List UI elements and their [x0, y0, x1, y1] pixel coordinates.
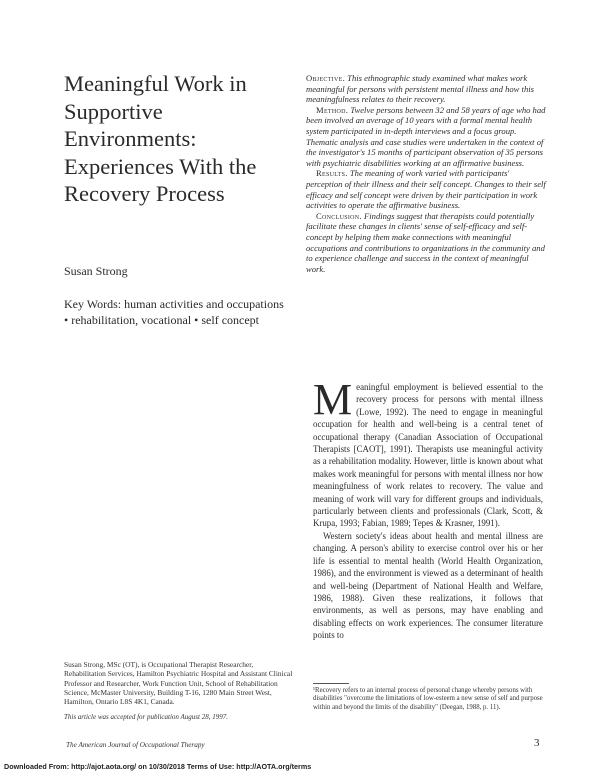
- title-line: Environments:: [64, 126, 197, 151]
- author-name: Susan Strong: [64, 264, 128, 278]
- abstract-label: Conclusion.: [316, 210, 362, 221]
- abstract-method: Method. Twelve persons between 32 and 58 years of age who had been involved an average of 10 years with a formal mental health system participated in in-depth interviews and a focus group. Thematic analysis and case studies were undertaken in the context of the investigator's 15 months of participant observation of 35 persons with psychiatric disabilities working at an affirmative business.: [306, 104, 546, 168]
- article-title: [64, 70, 294, 208]
- keywords-line: Key Words: human activities and occupations: [64, 297, 284, 311]
- body-paragraph: Western society's ideas about health and mental illness are changing. A person's ability to exercise control over his or her life is essential to mental health (World Health Organization, 1986), and the environment is viewed as a determinant of health and well-being (Department of National Health and Welfare, 1986, 1988). Given these realizations, it follows that environments, as well as persons, may have enabling and disabling effects on work experiences. The consumer literature points to: [313, 530, 543, 641]
- footnote-divider: [313, 683, 349, 684]
- title-line: Meaningful Work in: [64, 71, 247, 96]
- title-line: Supportive: [64, 98, 163, 124]
- acceptance-note: This article was accepted for publication August 28, 1997.: [64, 713, 228, 721]
- keywords: [64, 296, 314, 328]
- abstract-label: Results.: [316, 168, 348, 179]
- keywords-line: • rehabilitation, vocational • self concept: [64, 313, 259, 327]
- drop-cap: M: [313, 375, 353, 424]
- abstract-conclusion: Conclusion. Findings suggest that therapists could potentially facilitate these changes in clients' sense of self-efficacy and self-concept by helping them make connections with meaningful occupations and contributions to organizations in the community and to experience challenge and success in the context of meaningful work.: [306, 210, 545, 274]
- abstract-results: Results. The meaning of work varied with participants' perception of their illness and their self concept. Changes to their self efficacy and self concept were driven by their participation in work activities to operate the affirmative business.: [306, 168, 546, 211]
- abstract-objective: Objective. This ethnographic study examined what makes work meaningful for persons with persistent mental illness and how this meaningfulness relates to their recovery.: [306, 73, 534, 105]
- title-line: Experiences With the: [64, 153, 257, 179]
- abstract-label: Method.: [316, 104, 349, 115]
- abstract-label: Objective.: [306, 73, 346, 83]
- body-text: [313, 375, 543, 642]
- abstract: [306, 73, 546, 274]
- title-line: Recovery Process: [64, 181, 225, 206]
- journal-name: The American Journal of Occupational Therapy: [66, 741, 205, 749]
- footnote: ¹Recovery refers to an internal process of personal change whereby persons with disabilities "overcome the limitations of low-esteem a new sense of self and purpose within and beyond the limits of the disability" (Deegan, 1988, p. 11).: [313, 687, 543, 711]
- body-paragraph: Meaningful employment is believed essential to the recovery process for persons with mental illness (Lowe, 1992). The need to engage in meaningful occupation for health and well-being is a central tenet of occupational therapy (Canadian Association of Occupational Therapists [CAOT], 1991). Therapists use meaningful activity as a rehabilitation modality. However, little is known about what makes work meaningful for persons with mental illness nor how meaningfulness of work relates to recovery. The value and meaning of work will vary for different groups and individuals, particularly between clients and professionals (Clark, Scott, & Krupa, 1993; Fabian, 1989; Tepes & Krasner, 1991).: [313, 375, 543, 529]
- download-footer: Downloaded From: http://ajot.aota.org/ on 10/30/2018 Terms of Use: http://AOTA.org/terms: [4, 762, 312, 771]
- author-affiliation: Susan Strong, MSc (OT), is Occupational Therapist Researcher, Rehabilitation Services, Hamilton Psychiatric Hospital and Assistant Clinical Professor and Researcher, Work Function Unit, School of Rehabilitation Science, McMaster University, Building T-16, 1280 Main Street West, Hamilton, Ontario L8S 4K1, Canada.: [64, 660, 293, 707]
- page-number: 3: [534, 737, 540, 749]
